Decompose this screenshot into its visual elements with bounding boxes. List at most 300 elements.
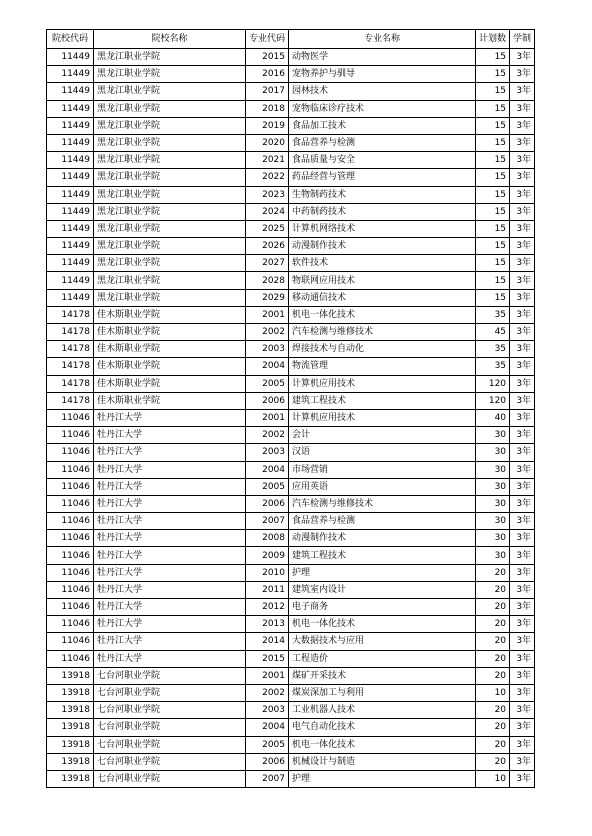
major-code-cell: 2005 xyxy=(246,478,289,495)
plan-count-cell: 40 xyxy=(476,409,510,426)
major-name-cell: 计算机应用技术 xyxy=(289,409,476,426)
school-code-cell: 11046 xyxy=(47,530,94,547)
major-name-cell: 电子商务 xyxy=(289,599,476,616)
major-name-cell: 动漫制作技术 xyxy=(289,530,476,547)
school-code-cell: 11046 xyxy=(47,478,94,495)
duration-cell: 3年 xyxy=(510,220,535,237)
duration-cell: 3年 xyxy=(510,152,535,169)
duration-cell: 3年 xyxy=(510,289,535,306)
school-name-cell: 牡丹江大学 xyxy=(94,547,246,564)
major-name-cell: 应用英语 xyxy=(289,478,476,495)
table-row xyxy=(47,633,535,650)
plan-count-cell: 120 xyxy=(476,375,510,392)
school-name-cell: 牡丹江大学 xyxy=(94,427,246,444)
school-name-cell: 黑龙江职业学院 xyxy=(94,100,246,117)
table-row xyxy=(47,427,535,444)
major-code-cell: 2025 xyxy=(246,220,289,237)
school-name-cell: 黑龙江职业学院 xyxy=(94,134,246,151)
major-name-cell: 煤炭深加工与利用 xyxy=(289,684,476,701)
major-code-cell: 2015 xyxy=(246,650,289,667)
school-code-cell: 11046 xyxy=(47,427,94,444)
table-row xyxy=(47,83,535,100)
major-code-cell: 2014 xyxy=(246,633,289,650)
table-row xyxy=(47,66,535,83)
major-name-cell: 汽车检测与维修技术 xyxy=(289,324,476,341)
school-code-cell: 11449 xyxy=(47,203,94,220)
school-code-cell: 11449 xyxy=(47,289,94,306)
duration-cell: 3年 xyxy=(510,753,535,770)
major-code-cell: 2007 xyxy=(246,770,289,787)
school-name-cell: 黑龙江职业学院 xyxy=(94,169,246,186)
major-name-cell: 物流管理 xyxy=(289,358,476,375)
plan-count-cell: 20 xyxy=(476,616,510,633)
duration-cell: 3年 xyxy=(510,667,535,684)
table-row xyxy=(47,203,535,220)
duration-cell: 3年 xyxy=(510,719,535,736)
duration-cell: 3年 xyxy=(510,341,535,358)
major-code-cell: 2017 xyxy=(246,83,289,100)
table-row xyxy=(47,134,535,151)
duration-cell: 3年 xyxy=(510,564,535,581)
major-name-cell: 食品营养与检测 xyxy=(289,134,476,151)
school-code-cell: 11449 xyxy=(47,255,94,272)
plan-count-cell: 15 xyxy=(476,203,510,220)
duration-cell: 3年 xyxy=(510,117,535,134)
school-code-cell: 13918 xyxy=(47,770,94,787)
plan-count-cell: 15 xyxy=(476,152,510,169)
table-row xyxy=(47,169,535,186)
plan-count-cell: 15 xyxy=(476,186,510,203)
school-code-cell: 11449 xyxy=(47,169,94,186)
school-code-cell: 11449 xyxy=(47,83,94,100)
major-code-cell: 2029 xyxy=(246,289,289,306)
school-name-cell: 牡丹江大学 xyxy=(94,633,246,650)
school-name-cell: 黑龙江职业学院 xyxy=(94,117,246,134)
major-name-cell: 电气自动化技术 xyxy=(289,719,476,736)
school-name-cell: 黑龙江职业学院 xyxy=(94,186,246,203)
major-code-cell: 2006 xyxy=(246,392,289,409)
table-row xyxy=(47,719,535,736)
school-code-cell: 13918 xyxy=(47,719,94,736)
table-row xyxy=(47,186,535,203)
school-name-cell: 七台河职业学院 xyxy=(94,719,246,736)
plan-count-cell: 20 xyxy=(476,564,510,581)
school-name-cell: 牡丹江大学 xyxy=(94,461,246,478)
major-code-cell: 2027 xyxy=(246,255,289,272)
duration-cell: 3年 xyxy=(510,375,535,392)
major-code-cell: 2003 xyxy=(246,341,289,358)
school-code-cell: 13918 xyxy=(47,753,94,770)
duration-cell: 3年 xyxy=(510,272,535,289)
header-major-name: 专业名称 xyxy=(289,30,476,49)
duration-cell: 3年 xyxy=(510,49,535,66)
plan-count-cell: 20 xyxy=(476,581,510,598)
plan-count-cell: 35 xyxy=(476,341,510,358)
duration-cell: 3年 xyxy=(510,530,535,547)
table-row xyxy=(47,495,535,512)
school-code-cell: 11046 xyxy=(47,616,94,633)
major-name-cell: 机电一体化技术 xyxy=(289,616,476,633)
table-row xyxy=(47,599,535,616)
table-row xyxy=(47,341,535,358)
duration-cell: 3年 xyxy=(510,186,535,203)
major-name-cell: 食品营养与检测 xyxy=(289,513,476,530)
school-name-cell: 黑龙江职业学院 xyxy=(94,66,246,83)
school-name-cell: 牡丹江大学 xyxy=(94,495,246,512)
school-code-cell: 14178 xyxy=(47,324,94,341)
school-code-cell: 13918 xyxy=(47,667,94,684)
major-code-cell: 2012 xyxy=(246,599,289,616)
duration-cell: 3年 xyxy=(510,736,535,753)
school-name-cell: 佳木斯职业学院 xyxy=(94,375,246,392)
table-row xyxy=(47,478,535,495)
plan-count-cell: 30 xyxy=(476,495,510,512)
school-name-cell: 佳木斯职业学院 xyxy=(94,358,246,375)
major-name-cell: 生物制药技术 xyxy=(289,186,476,203)
school-code-cell: 11046 xyxy=(47,461,94,478)
school-name-cell: 牡丹江大学 xyxy=(94,616,246,633)
major-name-cell: 汉语 xyxy=(289,444,476,461)
table-row xyxy=(47,513,535,530)
duration-cell: 3年 xyxy=(510,203,535,220)
duration-cell: 3年 xyxy=(510,324,535,341)
table-row xyxy=(47,220,535,237)
plan-count-cell: 30 xyxy=(476,547,510,564)
major-name-cell: 物联网应用技术 xyxy=(289,272,476,289)
major-code-cell: 2018 xyxy=(246,100,289,117)
major-code-cell: 2020 xyxy=(246,134,289,151)
school-code-cell: 11046 xyxy=(47,650,94,667)
school-name-cell: 牡丹江大学 xyxy=(94,513,246,530)
school-name-cell: 佳木斯职业学院 xyxy=(94,306,246,323)
duration-cell: 3年 xyxy=(510,478,535,495)
duration-cell: 3年 xyxy=(510,134,535,151)
table-row xyxy=(47,392,535,409)
plan-count-cell: 15 xyxy=(476,117,510,134)
table-row xyxy=(47,461,535,478)
major-code-cell: 2010 xyxy=(246,564,289,581)
table-row xyxy=(47,564,535,581)
plan-count-cell: 15 xyxy=(476,49,510,66)
duration-cell: 3年 xyxy=(510,599,535,616)
school-name-cell: 牡丹江大学 xyxy=(94,409,246,426)
major-code-cell: 2026 xyxy=(246,238,289,255)
major-code-cell: 2015 xyxy=(246,49,289,66)
school-code-cell: 13918 xyxy=(47,702,94,719)
major-name-cell: 机电一体化技术 xyxy=(289,736,476,753)
header-duration: 学制 xyxy=(510,30,535,49)
school-name-cell: 黑龙江职业学院 xyxy=(94,220,246,237)
major-name-cell: 煤矿开采技术 xyxy=(289,667,476,684)
duration-cell: 3年 xyxy=(510,306,535,323)
school-name-cell: 七台河职业学院 xyxy=(94,753,246,770)
school-name-cell: 牡丹江大学 xyxy=(94,650,246,667)
school-code-cell: 14178 xyxy=(47,341,94,358)
school-name-cell: 七台河职业学院 xyxy=(94,684,246,701)
major-code-cell: 2004 xyxy=(246,358,289,375)
major-code-cell: 2005 xyxy=(246,375,289,392)
duration-cell: 3年 xyxy=(510,66,535,83)
table-row xyxy=(47,100,535,117)
school-code-cell: 14178 xyxy=(47,392,94,409)
table-row xyxy=(47,684,535,701)
duration-cell: 3年 xyxy=(510,461,535,478)
major-code-cell: 2004 xyxy=(246,719,289,736)
major-code-cell: 2024 xyxy=(246,203,289,220)
table-row xyxy=(47,444,535,461)
duration-cell: 3年 xyxy=(510,358,535,375)
major-name-cell: 软件技术 xyxy=(289,255,476,272)
duration-cell: 3年 xyxy=(510,495,535,512)
major-code-cell: 2002 xyxy=(246,324,289,341)
school-code-cell: 11449 xyxy=(47,66,94,83)
school-code-cell: 11449 xyxy=(47,100,94,117)
header-major-code: 专业代码 xyxy=(246,30,289,49)
plan-count-cell: 15 xyxy=(476,100,510,117)
table-row xyxy=(47,753,535,770)
plan-count-cell: 15 xyxy=(476,238,510,255)
school-name-cell: 牡丹江大学 xyxy=(94,581,246,598)
table-row xyxy=(47,358,535,375)
school-name-cell: 黑龙江职业学院 xyxy=(94,238,246,255)
duration-cell: 3年 xyxy=(510,581,535,598)
major-name-cell: 中药制药技术 xyxy=(289,203,476,220)
school-name-cell: 黑龙江职业学院 xyxy=(94,289,246,306)
major-code-cell: 2006 xyxy=(246,495,289,512)
plan-count-cell: 20 xyxy=(476,633,510,650)
school-name-cell: 黑龙江职业学院 xyxy=(94,272,246,289)
table-row xyxy=(47,616,535,633)
plan-count-cell: 45 xyxy=(476,324,510,341)
major-code-cell: 2019 xyxy=(246,117,289,134)
plan-count-cell: 10 xyxy=(476,684,510,701)
major-name-cell: 工业机器人技术 xyxy=(289,702,476,719)
major-code-cell: 2028 xyxy=(246,272,289,289)
major-code-cell: 2001 xyxy=(246,409,289,426)
school-name-cell: 牡丹江大学 xyxy=(94,530,246,547)
header-row xyxy=(47,30,535,49)
school-code-cell: 11449 xyxy=(47,186,94,203)
plan-count-cell: 20 xyxy=(476,753,510,770)
major-code-cell: 2002 xyxy=(246,427,289,444)
plan-count-cell: 20 xyxy=(476,599,510,616)
school-code-cell: 11046 xyxy=(47,513,94,530)
school-code-cell: 11046 xyxy=(47,633,94,650)
major-name-cell: 机械设计与制造 xyxy=(289,753,476,770)
plan-count-cell: 35 xyxy=(476,358,510,375)
major-code-cell: 2016 xyxy=(246,66,289,83)
school-code-cell: 11449 xyxy=(47,117,94,134)
plan-count-cell: 15 xyxy=(476,83,510,100)
major-code-cell: 2002 xyxy=(246,684,289,701)
major-name-cell: 动漫制作技术 xyxy=(289,238,476,255)
major-name-cell: 工程造价 xyxy=(289,650,476,667)
plan-count-cell: 20 xyxy=(476,667,510,684)
plan-count-cell: 15 xyxy=(476,289,510,306)
major-name-cell: 护理 xyxy=(289,770,476,787)
major-name-cell: 建筑工程技术 xyxy=(289,547,476,564)
school-name-cell: 牡丹江大学 xyxy=(94,599,246,616)
plan-count-cell: 15 xyxy=(476,66,510,83)
school-code-cell: 14178 xyxy=(47,375,94,392)
table-row xyxy=(47,667,535,684)
plan-count-cell: 20 xyxy=(476,736,510,753)
table-row xyxy=(47,702,535,719)
duration-cell: 3年 xyxy=(510,616,535,633)
major-code-cell: 2001 xyxy=(246,306,289,323)
school-name-cell: 黑龙江职业学院 xyxy=(94,83,246,100)
table-row xyxy=(47,547,535,564)
duration-cell: 3年 xyxy=(510,633,535,650)
school-code-cell: 11046 xyxy=(47,581,94,598)
header-plan-count: 计划数 xyxy=(476,30,510,49)
major-name-cell: 大数据技术与应用 xyxy=(289,633,476,650)
major-name-cell: 宠物养护与驯导 xyxy=(289,66,476,83)
plan-count-cell: 120 xyxy=(476,392,510,409)
plan-count-cell: 15 xyxy=(476,169,510,186)
table-row xyxy=(47,650,535,667)
plan-count-cell: 15 xyxy=(476,272,510,289)
major-code-cell: 2011 xyxy=(246,581,289,598)
plan-count-cell: 20 xyxy=(476,650,510,667)
major-name-cell: 会计 xyxy=(289,427,476,444)
major-name-cell: 药品经营与管理 xyxy=(289,169,476,186)
major-name-cell: 汽车检测与维修技术 xyxy=(289,495,476,512)
school-name-cell: 七台河职业学院 xyxy=(94,667,246,684)
school-code-cell: 11449 xyxy=(47,134,94,151)
major-name-cell: 机电一体化技术 xyxy=(289,306,476,323)
plan-count-cell: 15 xyxy=(476,134,510,151)
plan-count-cell: 30 xyxy=(476,530,510,547)
school-code-cell: 11449 xyxy=(47,220,94,237)
school-name-cell: 佳木斯职业学院 xyxy=(94,341,246,358)
plan-count-cell: 30 xyxy=(476,513,510,530)
school-code-cell: 11046 xyxy=(47,564,94,581)
plan-count-cell: 30 xyxy=(476,478,510,495)
plan-count-cell: 30 xyxy=(476,427,510,444)
duration-cell: 3年 xyxy=(510,169,535,186)
school-code-cell: 11046 xyxy=(47,495,94,512)
duration-cell: 3年 xyxy=(510,547,535,564)
major-name-cell: 焊接技术与自动化 xyxy=(289,341,476,358)
duration-cell: 3年 xyxy=(510,684,535,701)
major-code-cell: 2003 xyxy=(246,702,289,719)
major-name-cell: 计算机应用技术 xyxy=(289,375,476,392)
major-name-cell: 市场营销 xyxy=(289,461,476,478)
major-name-cell: 食品加工技术 xyxy=(289,117,476,134)
school-name-cell: 牡丹江大学 xyxy=(94,444,246,461)
major-code-cell: 2022 xyxy=(246,169,289,186)
school-name-cell: 黑龙江职业学院 xyxy=(94,49,246,66)
plan-count-cell: 15 xyxy=(476,255,510,272)
duration-cell: 3年 xyxy=(510,444,535,461)
plan-count-cell: 10 xyxy=(476,770,510,787)
duration-cell: 3年 xyxy=(510,770,535,787)
duration-cell: 3年 xyxy=(510,702,535,719)
major-name-cell: 移动通信技术 xyxy=(289,289,476,306)
major-code-cell: 2023 xyxy=(246,186,289,203)
school-name-cell: 七台河职业学院 xyxy=(94,736,246,753)
school-code-cell: 14178 xyxy=(47,306,94,323)
table-body xyxy=(47,49,535,788)
table-row xyxy=(47,581,535,598)
table-row xyxy=(47,238,535,255)
major-name-cell: 园林技术 xyxy=(289,83,476,100)
school-code-cell: 11449 xyxy=(47,152,94,169)
table-row xyxy=(47,306,535,323)
major-name-cell: 计算机网络技术 xyxy=(289,220,476,237)
duration-cell: 3年 xyxy=(510,392,535,409)
school-code-cell: 11046 xyxy=(47,599,94,616)
major-code-cell: 2007 xyxy=(246,513,289,530)
school-code-cell: 11449 xyxy=(47,49,94,66)
major-name-cell: 护理 xyxy=(289,564,476,581)
school-name-cell: 黑龙江职业学院 xyxy=(94,152,246,169)
school-code-cell: 13918 xyxy=(47,736,94,753)
table-row xyxy=(47,736,535,753)
major-code-cell: 2004 xyxy=(246,461,289,478)
major-code-cell: 2013 xyxy=(246,616,289,633)
school-name-cell: 七台河职业学院 xyxy=(94,702,246,719)
plan-count-cell: 30 xyxy=(476,444,510,461)
plan-count-cell: 20 xyxy=(476,719,510,736)
major-code-cell: 2006 xyxy=(246,753,289,770)
duration-cell: 3年 xyxy=(510,83,535,100)
major-code-cell: 2003 xyxy=(246,444,289,461)
major-code-cell: 2005 xyxy=(246,736,289,753)
table-row xyxy=(47,152,535,169)
plan-count-cell: 20 xyxy=(476,702,510,719)
header-school-code: 院校代码 xyxy=(47,30,94,49)
duration-cell: 3年 xyxy=(510,238,535,255)
duration-cell: 3年 xyxy=(510,409,535,426)
plan-count-cell: 30 xyxy=(476,461,510,478)
school-code-cell: 13918 xyxy=(47,684,94,701)
school-code-cell: 14178 xyxy=(47,358,94,375)
school-name-cell: 牡丹江大学 xyxy=(94,478,246,495)
school-name-cell: 佳木斯职业学院 xyxy=(94,392,246,409)
duration-cell: 3年 xyxy=(510,650,535,667)
major-name-cell: 动物医学 xyxy=(289,49,476,66)
major-name-cell: 建筑工程技术 xyxy=(289,392,476,409)
school-code-cell: 11449 xyxy=(47,238,94,255)
plan-count-cell: 35 xyxy=(476,306,510,323)
duration-cell: 3年 xyxy=(510,513,535,530)
table-row xyxy=(47,324,535,341)
table-row xyxy=(47,117,535,134)
major-name-cell: 食品质量与安全 xyxy=(289,152,476,169)
header-school-name: 院校名称 xyxy=(94,30,246,49)
school-code-cell: 11046 xyxy=(47,547,94,564)
table-row xyxy=(47,49,535,66)
major-name-cell: 宠物临床诊疗技术 xyxy=(289,100,476,117)
table-row xyxy=(47,770,535,787)
school-name-cell: 佳木斯职业学院 xyxy=(94,324,246,341)
school-name-cell: 黑龙江职业学院 xyxy=(94,255,246,272)
major-name-cell: 建筑室内设计 xyxy=(289,581,476,598)
table-row xyxy=(47,375,535,392)
school-code-cell: 11046 xyxy=(47,444,94,461)
school-code-cell: 11449 xyxy=(47,272,94,289)
table-row xyxy=(47,289,535,306)
plan-count-cell: 15 xyxy=(476,220,510,237)
school-name-cell: 牡丹江大学 xyxy=(94,564,246,581)
enrollment-plan-table xyxy=(46,29,535,788)
duration-cell: 3年 xyxy=(510,100,535,117)
table-row xyxy=(47,530,535,547)
table-row xyxy=(47,255,535,272)
duration-cell: 3年 xyxy=(510,427,535,444)
